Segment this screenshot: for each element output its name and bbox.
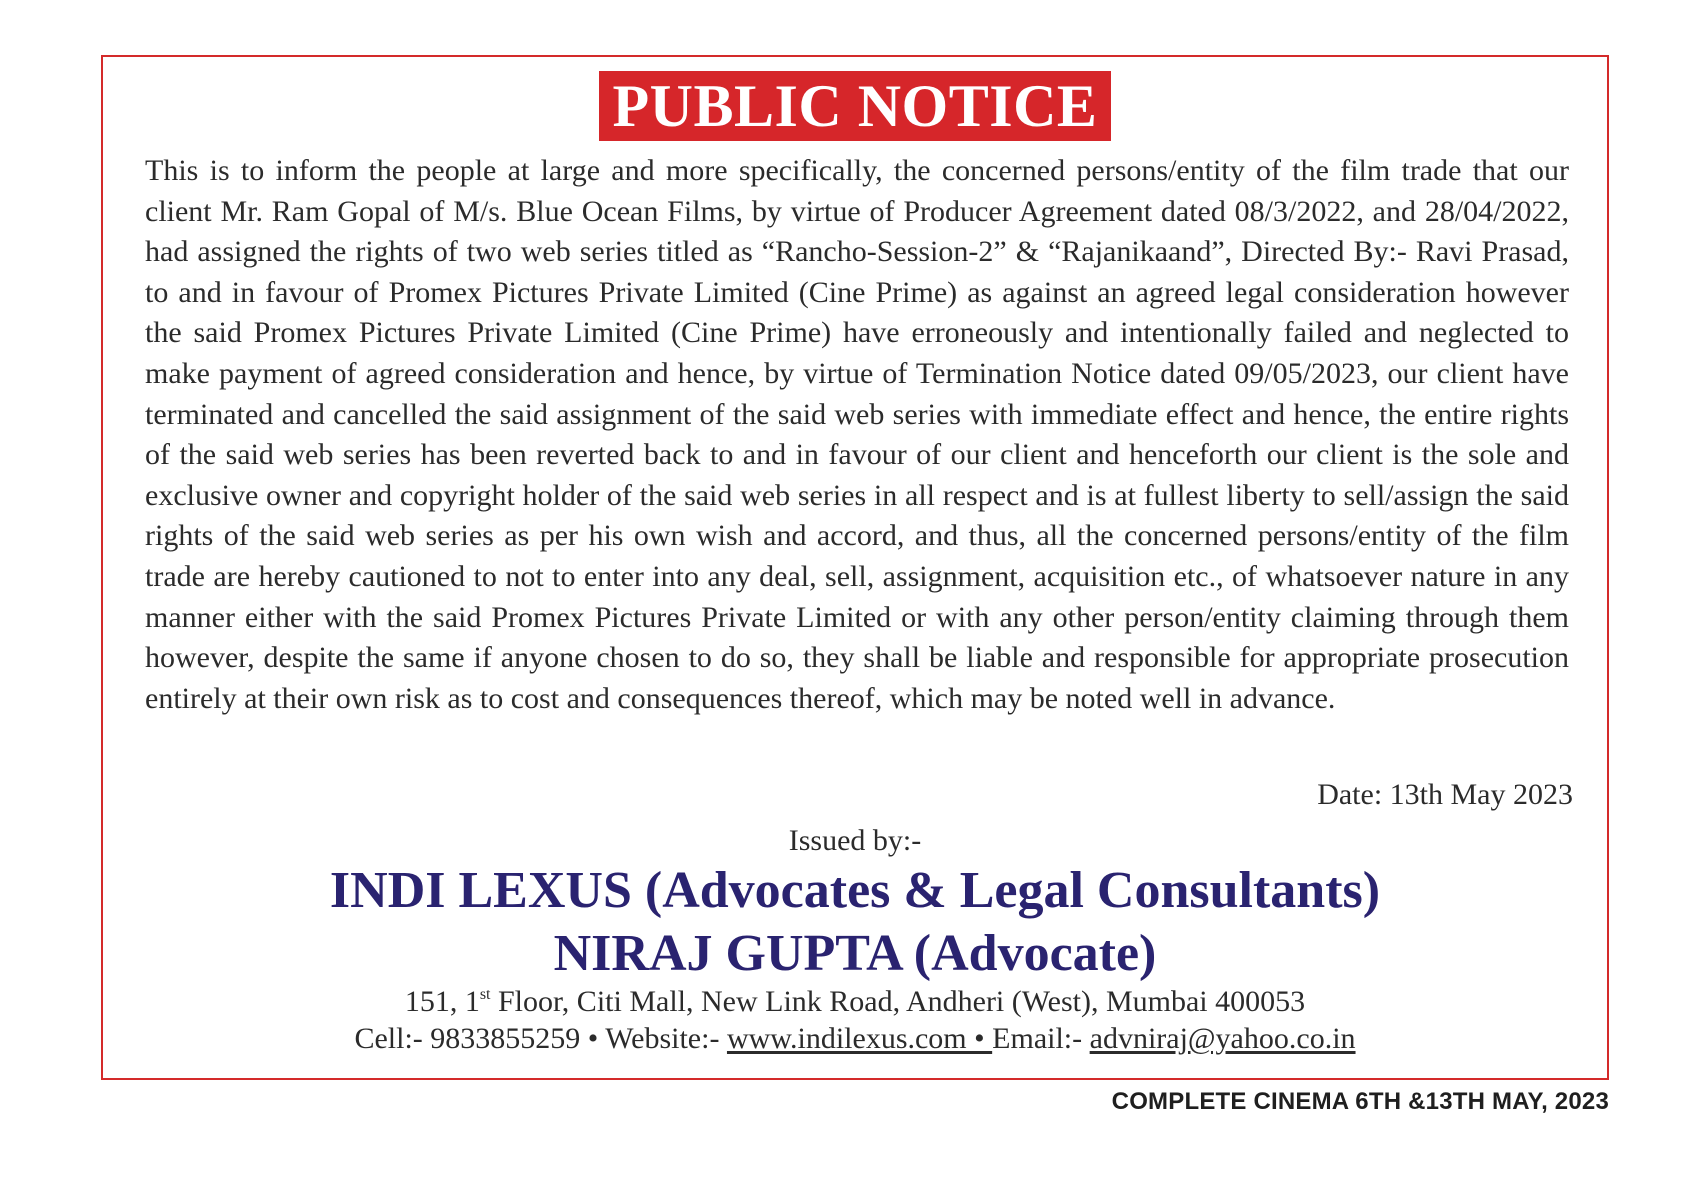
address-superscript: st <box>479 986 491 1003</box>
publication-footer: COMPLETE CINEMA 6TH &13TH MAY, 2023 <box>1111 1088 1609 1115</box>
address-prefix: 151, 1 <box>404 985 480 1018</box>
notice-body: This is to inform the people at large and more specifically, the concerned persons/entity of the film trade that our client Mr. Ram Gopal of M/s. Blue Ocean Films, by virtue of Producer Agreement dated 08/3/2022, and 28/04/2022, had assigned the rights of two web series titled as “Rancho-Session-2” & “Rajanikaand”, Directed By:- Ravi Prasad, to and in favour of Promex Pictures Private Limited (Cine Prime) as against an agreed legal consideration however the said Promex Pictures Private Limited (Cine Prime) have erroneously and intentionally failed and neglected to make payment of agreed consideration and hence, by virtue of Termination Notice dated 09/05/2023, our client have terminated and cancelled the said assignment of the said web series with immediate effect and hence, the entire rights of the said web series has been reverted back to and in favour of our client and henceforth our client is the sole and exclusive owner and copyright holder of the said web series in all respect and is at fullest liberty to sell/assign the said rights of the said web series as per his own wish and accord, and thus, all the concerned persons/entity of the film trade are hereby cautioned to not to enter into any deal, sell, assignment, acquisition etc., of whatsoever nature in any manner either with the said Promex Pictures Private Limited or with any other person/entity claiming through them however, despite the same if anyone chosen to do so, they shall be liable and responsible for appropriate prosecution entirely at their own risk as to cost and consequences thereof, which may be noted well in advance. <box>145 154 1569 715</box>
cell-label: Cell:- 9833855259 • Website:- <box>354 1022 727 1055</box>
address-rest: Floor, Citi Mall, New Link Road, Andheri (West), Mumbai 400053 <box>490 985 1306 1018</box>
notice-title: PUBLIC NOTICE <box>599 71 1112 141</box>
website-link[interactable]: www.indilexus.com • <box>726 1022 993 1055</box>
address <box>103 983 1607 1021</box>
notice-frame <box>101 55 1609 1080</box>
issued-by-label: Issued by:- <box>788 824 922 857</box>
title-wrapper <box>103 71 1607 141</box>
contact-line <box>103 1020 1607 1058</box>
notice-date: Date: 13th May 2023 <box>1317 778 1573 811</box>
email-label: Email:- <box>992 1022 1090 1055</box>
email-link[interactable]: advniraj@yahoo.co.in <box>1089 1022 1356 1055</box>
advocate-name: NIRAJ GUPTA (Advocate) <box>553 925 1157 982</box>
firm-name: INDI LEXUS (Advocates & Legal Consultants) <box>329 862 1381 919</box>
